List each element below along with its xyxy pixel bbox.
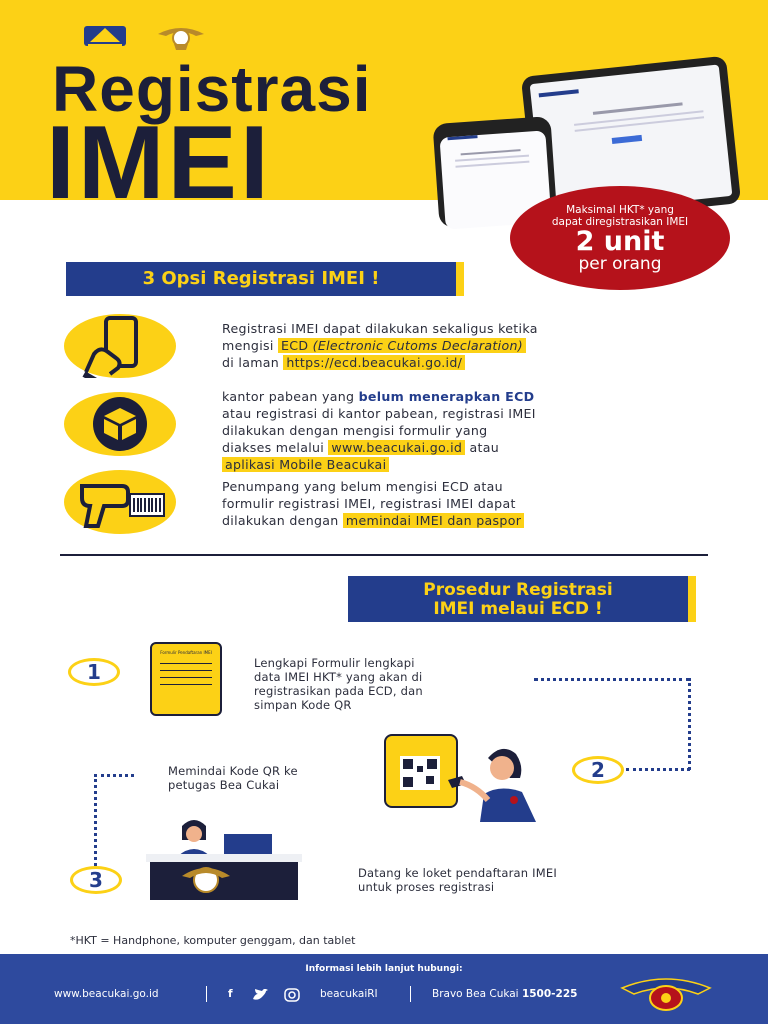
instagram-icon[interactable]	[284, 988, 300, 1002]
beacukai-link[interactable]: www.beacukai.go.id	[328, 440, 465, 455]
form-illustration: Formulir Pendaftaran IMEI	[150, 642, 222, 716]
ecd-link[interactable]: https://ecd.beacukai.go.id/	[283, 355, 465, 370]
procedure-heading: Prosedur Registrasi IMEI melaui ECD !	[348, 576, 696, 622]
twitter-icon[interactable]	[252, 989, 268, 1001]
connector-1	[534, 678, 690, 681]
package-icon	[64, 392, 176, 456]
option1-text: Registrasi IMEI dapat dilakukan sekaligus ketika mengisi ECD (Electronic Cutoms Declaration) di laman https://ecd.beacukai.go.id/	[222, 321, 538, 370]
kemenkeu-logo	[80, 22, 130, 52]
facebook-icon[interactable]: f	[228, 988, 233, 1000]
footer-separator-1	[206, 986, 207, 1002]
option2-icon-bg	[64, 392, 176, 456]
step-2-text: Memindai Kode QR ke petugas Bea Cukai	[168, 764, 298, 792]
step-3-number: 3	[70, 866, 122, 894]
mobile-app-link[interactable]: aplikasi Mobile Beacukai	[222, 457, 389, 472]
officer-scanning-illustration	[440, 742, 540, 822]
option3-text: Penumpang yang belum mengisi ECD atau formulir registrasi IMEI, registrasi IMEI dapat dilakukan dengan memindai IMEI dan paspor	[222, 478, 524, 529]
step-1-number: 1	[68, 658, 120, 686]
max-unit-badge: Maksimal HKT* yang dapat diregistrasikan IMEI 2 unit per orang	[510, 186, 730, 290]
connector-3	[94, 774, 134, 777]
phone-hand-icon	[64, 314, 176, 378]
connector-2	[626, 768, 690, 771]
footer-info: Informasi lebih lanjut hubungi:	[305, 964, 463, 974]
step-2-number: 2	[572, 756, 624, 784]
connector-3v	[94, 774, 97, 866]
option2-text: kantor pabean yang belum menerapkan ECD atau registrasi di kantor pabean, registrasi IMEI dilakukan dengan mengisi formulir yang diakses melalui www.beacukai.go.id atau aplikasi Mobile Beacukai	[222, 389, 536, 472]
bravo-logo	[618, 974, 714, 1018]
barcode-scanner-icon	[64, 470, 176, 534]
step-3-text: Datang ke loket pendaftaran IMEI untuk proses registrasi	[358, 866, 557, 894]
option3-icon-bg	[64, 470, 176, 534]
title-registrasi: Registrasi	[52, 53, 372, 125]
step-1-text: Lengkapi Formulir lengkapi data IMEI HKT* yang akan di registrasikan pada ECD, dan simpan Kode QR	[254, 656, 423, 712]
title-imei: IMEI	[46, 105, 272, 221]
option1-icon-bg	[64, 314, 176, 378]
service-counter-illustration	[146, 816, 304, 902]
options-heading: 3 Opsi Registrasi IMEI !	[66, 262, 464, 296]
footer-website[interactable]: www.beacukai.go.id	[54, 988, 159, 1000]
connector-1v	[688, 678, 691, 770]
footer-separator-2	[410, 986, 411, 1002]
section-divider	[60, 554, 708, 556]
footer-social-handle[interactable]: beacukaiRI	[320, 988, 378, 1000]
footer-hotline: Bravo Bea Cukai 1500-225	[432, 988, 578, 1000]
footer	[0, 954, 768, 1024]
footnote: *HKT = Handphone, komputer genggam, dan tablet	[70, 934, 356, 947]
bea-cukai-logo	[156, 22, 206, 52]
